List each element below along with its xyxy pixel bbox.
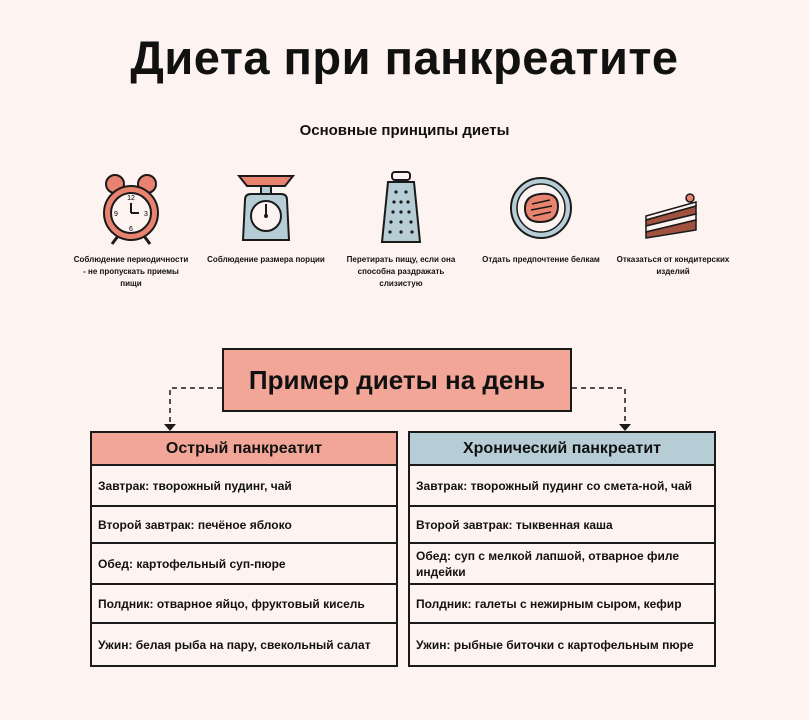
acute-meal-breakfast: Завтрак: творожный пудинг, чай [90, 466, 398, 507]
acute-meal-dinner: Ужин: белая рыба на пару, свекольный салат [90, 624, 398, 667]
principle-caption: Отказаться от кондитерских изделий [616, 255, 730, 276]
acute-meal-lunch: Обед: картофельный суп-пюре [90, 544, 398, 585]
svg-text:9: 9 [114, 211, 118, 218]
acute-meal-snack: Полдник: отварное яйцо, фруктовый кисель [90, 585, 398, 624]
svg-text:12: 12 [127, 195, 135, 202]
chronic-column [408, 431, 716, 667]
svg-text:3: 3 [144, 211, 148, 218]
page-title: Диета при панкреатите [130, 31, 679, 84]
principle-caption: Соблюдение размера порции [207, 255, 325, 264]
chronic-meal-breakfast: Завтрак: творожный пудинг со смета-ной, чай [408, 466, 716, 507]
acute-meal-second-breakfast: Второй завтрак: печёное яблоко [90, 507, 398, 544]
chronic-meal-snack: Полдник: галеты с нежирным сыром, кефир [408, 585, 716, 624]
chronic-meal-dinner: Ужин: рыбные биточки с картофельным пюре [408, 624, 716, 667]
acute-header: Острый панкреатит [90, 431, 398, 466]
chronic-meal-lunch: Обед: суп с мелкой лапшой, отварное филе индейки [408, 544, 716, 585]
chronic-header: Хронический панкреатит [408, 431, 716, 466]
chronic-meal-second-breakfast: Второй завтрак: тыквенная каша [408, 507, 716, 544]
example-day-title: Пример диеты на день [222, 348, 572, 412]
principles-subtitle: Основные принципы диеты [299, 122, 510, 139]
svg-text:6: 6 [129, 226, 133, 233]
principle-caption: Соблюдение периодичности - не пропускать приемы пищи [73, 255, 189, 288]
acute-column [90, 431, 398, 667]
principle-caption: Отдать предпочтение белкам [482, 255, 600, 264]
principle-caption: Перетирать пищу, если она способна раздражать слизистую [346, 255, 456, 288]
